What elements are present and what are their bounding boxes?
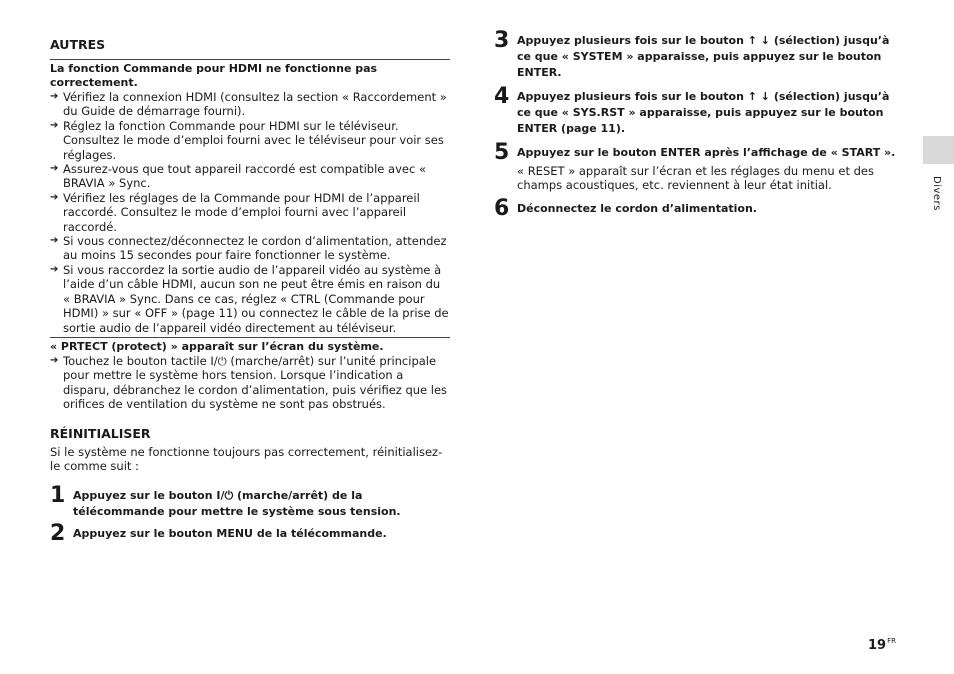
hdmi-solution-list — [50, 90, 450, 335]
list-item: ➔ Réglez la fonction Commande pour HDMI sur le téléviseur. Consultez le mode d’emploi fourni avec le téléviseur pour voir ses réglages. — [50, 118, 444, 162]
arrow-icon: ➔ — [50, 119, 59, 131]
page-number: $19^{FR}$ — [868, 637, 896, 653]
step-3 — [494, 28, 898, 81]
arrow-icon: ➔ — [50, 191, 59, 203]
list-item: ➔ Si vous raccordez la sortie audio de l’appareil vidéo au système à l’aide d’un câble HDMI, aucun son ne peut être émis en raison du « BRAVIA » Sync. Dans ce cas, réglez « CTRL (Commande pour HDMI) » sur « OFF » (page 11) ou connectez le câble de la prise de sortie audio de l’appareil vidéo directement au téléviseur. — [50, 262, 449, 335]
step-note: « RESET » apparaît sur l’écran et les réglages du menu et des champs acoustiques, etc. reviennent à leur état initial. — [517, 164, 874, 193]
list-item: ➔ Si vous connectez/déconnectez le cordon d’alimentation, attendez au moins 15 secondes pour faire fonctionner le système. — [50, 234, 447, 263]
step-6 — [494, 195, 898, 221]
arrow-icon: ➔ — [50, 91, 59, 102]
arrow-icon: ➔ — [50, 263, 59, 275]
arrow-icon: ➔ — [50, 163, 59, 175]
step-number: 6 — [494, 195, 510, 221]
list-item: ➔ Assurez-vous que tout appareil raccordé est compatible avec « BRAVIA » Sync. — [50, 162, 426, 191]
step-number: 1 — [50, 483, 66, 509]
left-column — [50, 37, 450, 547]
list-item: ➔ Touchez le bouton tactile I/⏻ (marche/arrêt) sur l’unité principale pour mettre le système hors tension. Lorsque l’indication a disparu, débranchez le cordon d’alimentation, puis vérifiez que les orifices de ventilation du système ne sont pas obstrués. — [50, 353, 448, 412]
issue-title-protect: « PRTECT (protect) » apparaît sur l’écran du système. — [50, 337, 450, 354]
step-5 — [494, 140, 898, 193]
section-title-reinitialiser: RÉINITIALISER — [50, 425, 151, 441]
step-text: Déconnectez le cordon d’alimentation. — [517, 201, 757, 215]
page-lang: FR — [887, 637, 896, 645]
step-1 — [50, 483, 450, 520]
step-text: Appuyez sur le bouton I/⏻ (marche/arrêt) de la télécommande pour mettre le système sous tension. — [73, 489, 401, 519]
section-tab-marker — [923, 136, 954, 164]
step-4 — [494, 84, 898, 137]
list-item: ➔ Vérifiez les réglages de la Commande pour HDMI de l’appareil raccordé. Consultez le mode d’emploi fourni avec l’appareil raccordé. — [50, 190, 420, 234]
arrow-icon: ➔ — [50, 235, 59, 247]
issue-title-hdmi: La fonction Commande pour HDMI ne fonctionne pas correctement. — [50, 59, 450, 90]
step-text: Appuyez plusieurs fois sur le bouton ↑ ↓ (sélection) jusqu’à ce que « SYSTEM » apparaisse, puis appuyez sur le bouton ENTER. — [517, 34, 890, 79]
right-column — [494, 28, 898, 221]
arrow-icon: ➔ — [50, 354, 59, 366]
step-2 — [50, 521, 450, 547]
protect-solution-list — [50, 354, 450, 412]
step-number: 3 — [494, 28, 510, 53]
section-side-label: Divers — [931, 175, 942, 211]
reinit-intro: Si le système ne fonctionne toujours pas correctement, réinitialisez-le comme suit : — [50, 444, 443, 473]
step-text: Appuyez plusieurs fois sur le bouton ↑ ↓ (sélection) jusqu’à ce que « SYS.RST » apparaisse, puis appuyez sur le bouton ENTER (page 11). — [517, 90, 890, 135]
step-text: Appuyez sur le bouton MENU de la télécommande. — [73, 527, 387, 541]
step-text: Appuyez sur le bouton ENTER après l’affichage de « START ». — [517, 146, 896, 159]
section-title-autres: AUTRES — [50, 37, 106, 52]
step-number: 2 — [50, 521, 66, 547]
list-item: ➔ Vérifiez la connexion HDMI (consultez la section « Raccordement » du Guide de démarrage fourni). — [50, 90, 447, 119]
step-number: 4 — [494, 84, 510, 109]
step-number: 5 — [494, 140, 510, 165]
